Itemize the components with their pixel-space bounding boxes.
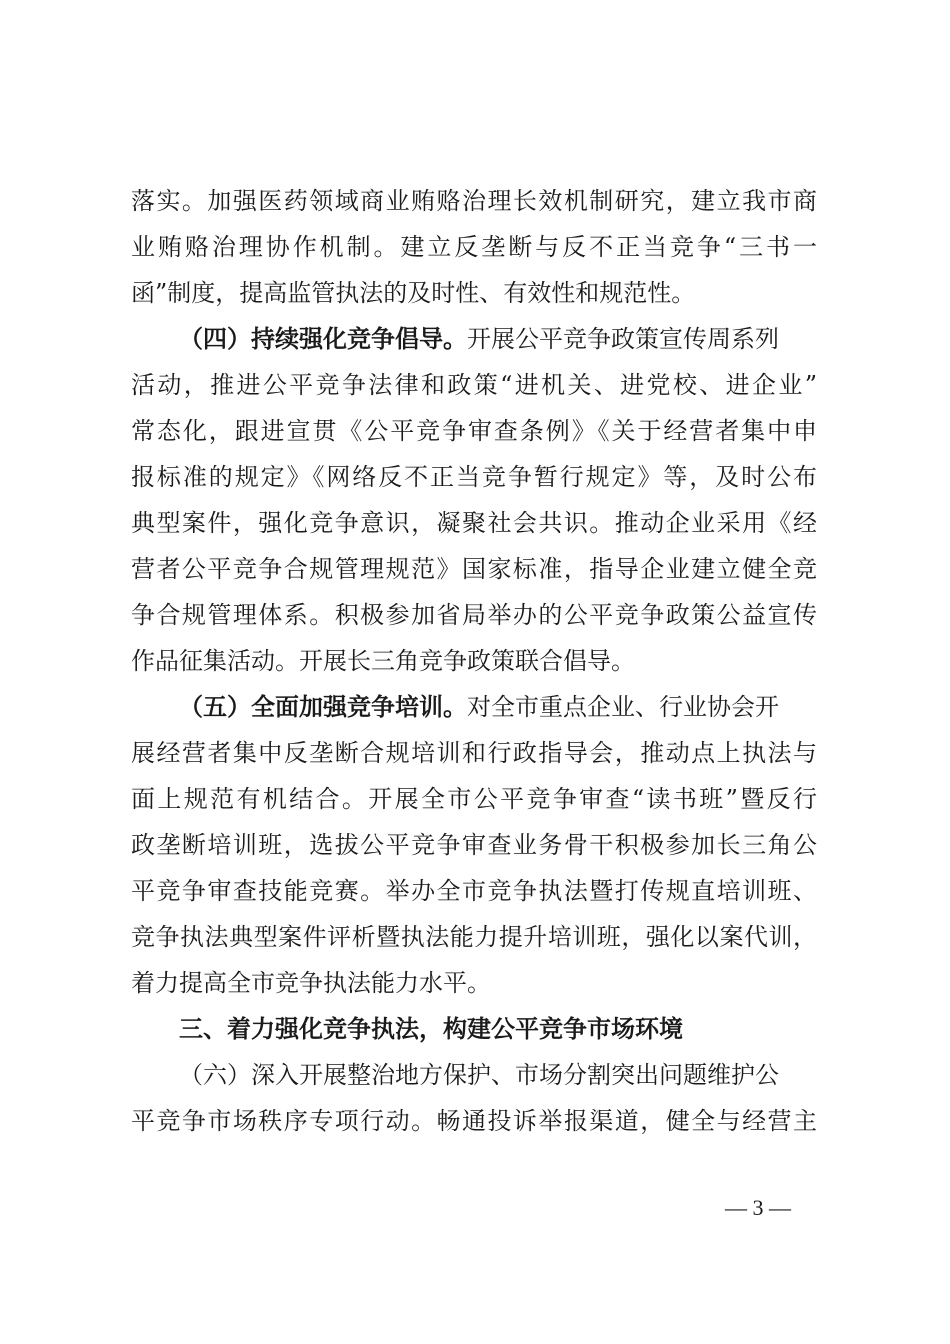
text-line: 平竞争市场秩序专项行动。畅通投诉举报渠道，健全与经营主 — [131, 1107, 817, 1135]
text-line: 争合规管理体系。积极参加省局举办的公平竞争政策公益宣传 — [131, 601, 817, 629]
text-line: 常态化，跟进宣贯《公平竞争审查条例》《关于经营者集中申 — [131, 417, 817, 445]
text-line: 落实。加强医药领域商业贿赂治理长效机制研究，建立我市商 — [131, 187, 817, 215]
text-line: 营者公平竞争合规管理规范》国家标准，指导企业建立健全竞 — [131, 555, 817, 583]
paragraph-first-line: （六）深入开展整治地方保护、市场分割突出问题维护公 — [179, 1061, 779, 1089]
page-number: — 3 — — [725, 1195, 791, 1220]
paragraph-lead-text: 对全市重点企业、行业协会开 — [467, 693, 779, 721]
text-line: 展经营者集中反垄断合规培训和行政指导会，推动点上执法与 — [131, 739, 817, 767]
text-line: 典型案件，强化竞争意识，凝聚社会共识。推动企业采用《经 — [131, 509, 817, 537]
text-line: 政垄断培训班，选拔公平竞争审查业务骨干积极参加长三角公 — [131, 831, 817, 859]
text-line: 作品征集活动。开展长三角竞争政策联合倡导。 — [131, 647, 635, 675]
section-heading: 三、着力强化竞争执法，构建公平竞争市场环境 — [179, 1015, 683, 1043]
paragraph-lead-heading: （四）持续强化竞争倡导。 — [179, 324, 467, 353]
text-line: 面上规范有机结合。开展全市公平竞争审查“读书班”暨反行 — [131, 785, 817, 813]
text-line: 活动，推进公平竞争法律和政策“进机关、进党校、进企业” — [131, 371, 817, 399]
paragraph-first-line — [131, 316, 831, 362]
paragraph-lead-heading: （五）全面加强竞争培训。 — [179, 692, 467, 721]
text-line: 竞争执法典型案件评析暨执法能力提升培训班，强化以案代训， — [131, 923, 817, 951]
text-line: 报标准的规定》《网络反不正当竞争暂行规定》等，及时公布 — [131, 463, 817, 491]
paragraph-lead-text: 开展公平竞争政策宣传周系列 — [467, 325, 779, 353]
text-line: 平竞争审查技能竞赛。举办全市竞争执法暨打传规直培训班、 — [131, 877, 817, 905]
document-body — [131, 178, 831, 1144]
paragraph-first-line — [131, 684, 831, 730]
text-line: 业贿赂治理协作机制。建立反垄断与反不正当竞争“三书一 — [131, 233, 817, 261]
text-line: 着力提高全市竞争执法能力水平。 — [131, 969, 491, 997]
text-line: 函”制度，提高监管执法的及时性、有效性和规范性。 — [131, 279, 696, 307]
